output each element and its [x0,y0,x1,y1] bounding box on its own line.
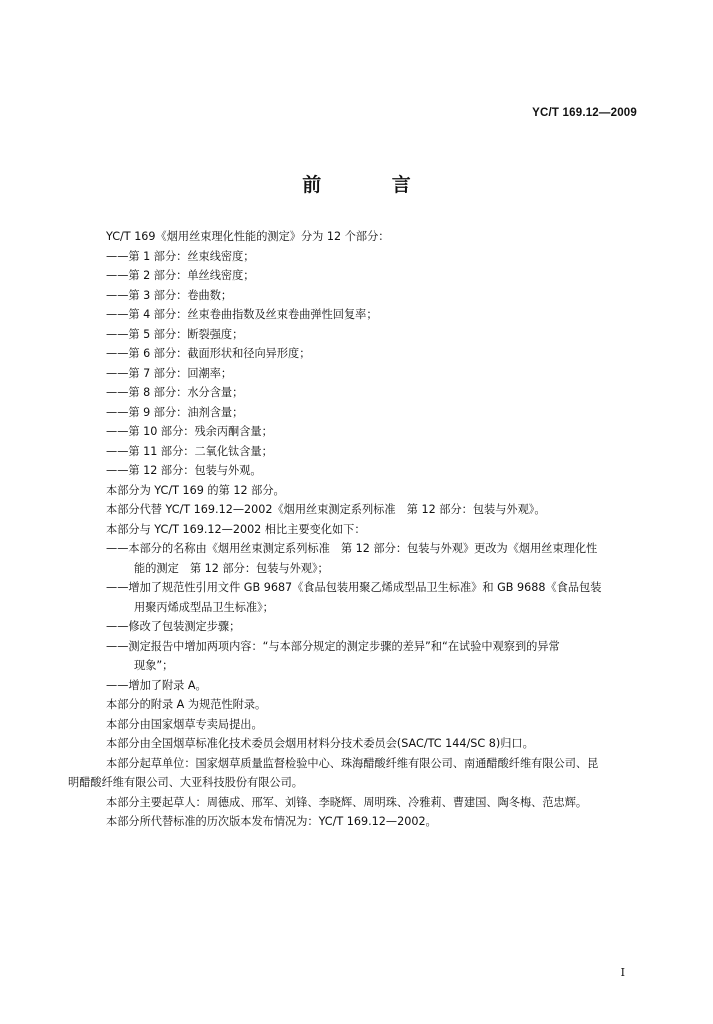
list-item: ——修改了包装测定步骤； [106,620,241,633]
list-item: ——第 8 部分：水分含量； [106,386,244,399]
list-item: ——第 5 部分：断裂强度； [106,327,244,341]
list-item-continuation: 能的测定 第 12 部分：包装与外观》； [134,561,329,575]
list-item: ——测定报告中增加两项内容：“与本部分规定的测定步骤的差异”和“在试验中观察到的异常 [106,639,560,653]
paragraph-line: 本部分所代替标准的历次版本发布情况为：YC/T 169.12—2002。 [106,815,437,828]
list-item: ——本部分的名称由《烟用丝束测定系列标准 第 12 部分：包装与外观》更改为《烟用丝束理化性 [106,542,598,555]
list-item: ——第 1 部分：丝束线密度； [106,249,255,263]
paragraph-line: YC/T 169《烟用丝束理化性能的测定》分为 12 个部分： [106,230,390,243]
list-item: ——第 4 部分：丝束卷曲指数及丝束卷曲弹性回复率； [106,308,378,321]
paragraph-line: 本部分起草单位：国家烟草质量监督检验中心、珠海醋酸纤维有限公司、南通醋酸纤维有限公司、昆 [106,756,599,770]
paragraph-line: 本部分由全国烟草标准化技术委员会烟用材料分技术委员会(SAC/TC 144/SC 8)归口。 [106,737,534,750]
paragraph-line: 本部分与 YC/T 169.12—2002 相比主要变化如下： [106,522,366,536]
list-item: ——第 9 部分：油剂含量； [106,405,244,419]
list-item-continuation: 现象”； [134,659,174,672]
paragraph-line: 本部分由国家烟草专卖局提出。 [106,717,263,731]
paragraph-line: 本部分代替 YC/T 169.12—2002《烟用丝束测定系列标准 第 12 部分：包装与外观》。 [106,503,546,516]
page-title: 前 言 [302,174,443,196]
preface-body [68,227,646,832]
standard-code: YC/T 169.12—2009 [532,107,637,119]
paragraph-line: 本部分为 YC/T 169 的第 12 部分。 [106,483,285,497]
page-number: I [620,966,625,979]
list-item: ——第 7 部分：回潮率； [106,366,233,380]
list-item: ——第 12 部分：包装与外观。 [106,464,262,477]
list-item: ——第 10 部分：残余丙酮含量； [106,425,273,438]
list-item: ——第 6 部分：截面形状和径向异形度； [106,347,311,360]
list-item: ——第 2 部分：单丝线密度； [106,269,255,282]
list-item: ——增加了规范性引用文件 GB 9687《食品包装用聚乙烯成型品卫生标准》和 GB 9688《食品包装 [106,581,602,594]
list-item-continuation: 用聚丙烯成型品卫生标准》； [134,600,274,614]
list-item: ——第 11 部分：二氧化钛含量； [106,444,273,458]
paragraph-line: 本部分的附录 A 为规范性附录。 [106,698,267,711]
paragraph-line: 本部分主要起草人：周德成、邢军、刘锋、李晓辉、周明珠、冷雅莉、曹建国、陶冬梅、范忠辉。 [106,795,588,809]
list-item: ——增加了附录 A。 [106,678,207,692]
paragraph-continuation: 明醋酸纤维有限公司、大亚科技股份有限公司。 [68,776,303,789]
list-item: ——第 3 部分：卷曲数； [106,288,233,302]
